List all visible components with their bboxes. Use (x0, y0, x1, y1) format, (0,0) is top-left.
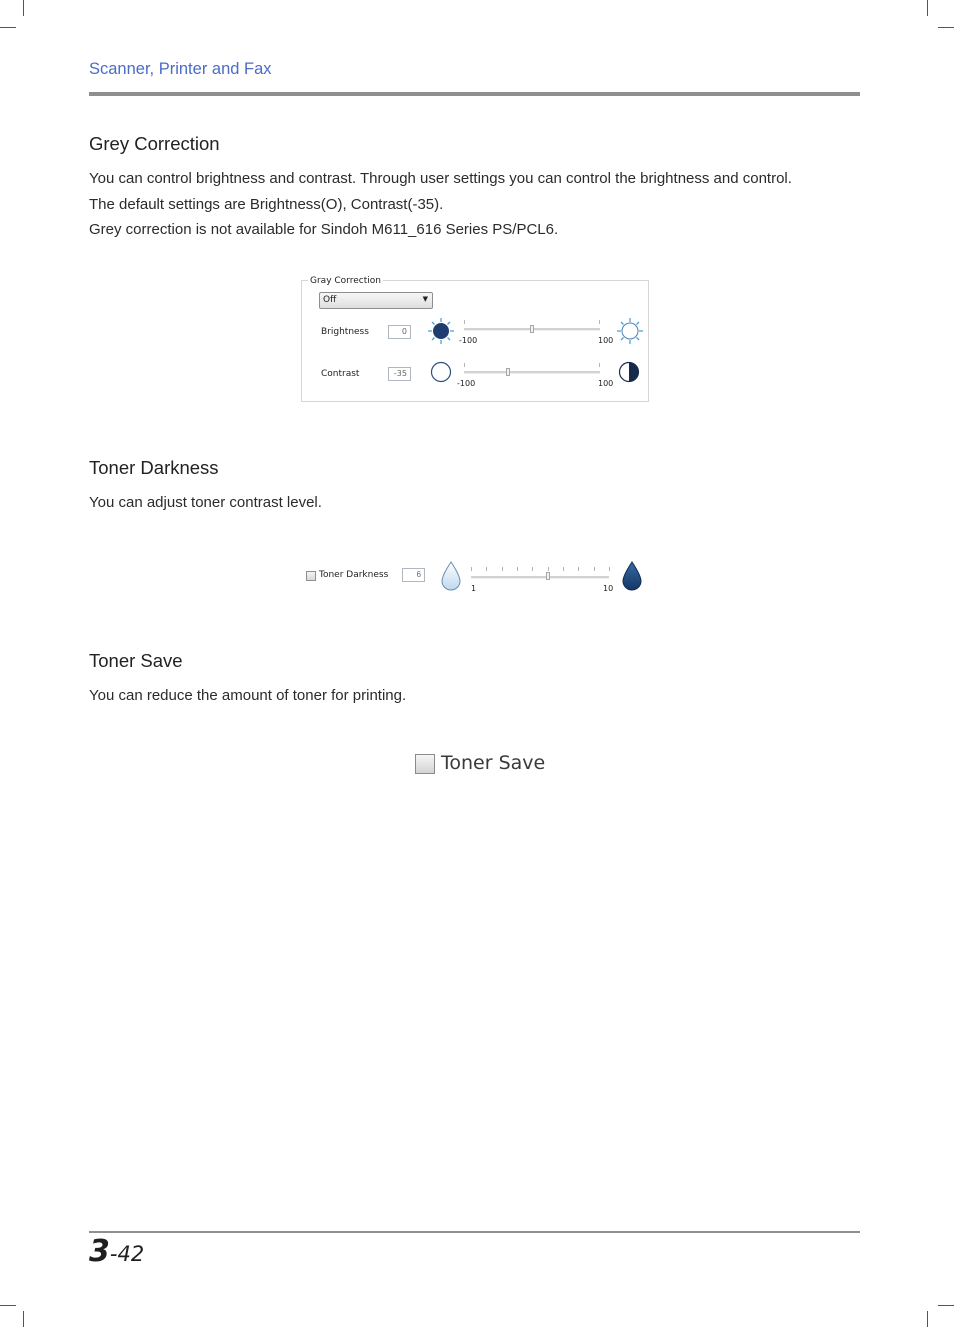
slider-tick (486, 567, 487, 571)
crop-mark (23, 1311, 24, 1327)
gray-correction-dropdown[interactable] (319, 292, 433, 309)
toner-darkness-slider-thumb[interactable] (546, 572, 550, 580)
body-text: You can reduce the amount of toner for printing. (89, 687, 407, 704)
brightness-label: Brightness (321, 327, 369, 337)
footer-rule (89, 1231, 860, 1233)
brightness-dark-sun-icon (427, 317, 455, 345)
chevron-down-icon: ▼ (422, 295, 428, 303)
toner-darkness-max-label: 10 (603, 584, 614, 593)
body-text: The default settings are Brightness(O), Contrast(-35). (89, 196, 444, 213)
toner-darkness-slider-track[interactable] (471, 576, 609, 579)
slider-tick (517, 567, 518, 571)
contrast-high-icon (618, 361, 640, 383)
toner-darkness-min-label: 1 (471, 584, 477, 593)
section-title-grey-correction: Grey Correction (89, 133, 220, 154)
dark-drop-icon (621, 560, 643, 592)
contrast-low-icon (430, 361, 452, 383)
slider-tick (599, 320, 600, 324)
slider-tick (599, 363, 600, 367)
slider-tick (609, 567, 610, 571)
contrast-slider-track[interactable] (464, 371, 600, 374)
slider-tick (464, 320, 465, 324)
slider-tick (502, 567, 503, 571)
contrast-max-label: 100 (598, 379, 614, 388)
body-text: Grey correction is not available for Sindoh M611_616 Series PS/PCL6. (89, 221, 559, 238)
contrast-min-label: -100 (457, 379, 476, 388)
toner-save-checkbox[interactable] (415, 754, 435, 774)
toner-darkness-checkbox[interactable] (306, 571, 316, 581)
slider-tick (594, 567, 595, 571)
slider-tick (532, 567, 533, 571)
dropdown-value: Off (323, 295, 337, 305)
slider-tick (563, 567, 564, 571)
crop-mark (927, 0, 928, 16)
crop-mark (0, 1305, 16, 1306)
contrast-label: Contrast (321, 369, 360, 379)
brightness-slider-thumb[interactable] (530, 325, 534, 333)
running-header: Scanner, Printer and Fax (89, 60, 272, 78)
contrast-value-field[interactable]: -35 (388, 367, 411, 381)
chapter-number: 3 (89, 1234, 110, 1269)
brightness-min-label: -100 (459, 336, 478, 345)
crop-mark (938, 1305, 954, 1306)
page-number (89, 1234, 144, 1269)
crop-mark (0, 27, 16, 28)
header-rule (89, 92, 860, 96)
slider-tick (464, 363, 465, 367)
body-text: You can adjust toner contrast level. (89, 494, 322, 511)
toner-save-label: Toner Save (441, 752, 546, 774)
toner-darkness-label: Toner Darkness (319, 570, 389, 580)
slider-tick (548, 567, 549, 571)
crop-mark (927, 1311, 928, 1327)
brightness-light-sun-icon (616, 317, 644, 345)
body-text: You can control brightness and contrast. Through user settings you can control the brightness and control. (89, 170, 792, 187)
light-drop-icon (440, 560, 462, 592)
toner-darkness-value-field[interactable]: 6 (402, 568, 425, 582)
crop-mark (23, 0, 24, 16)
gray-correction-panel (301, 276, 649, 402)
section-title-toner-darkness: Toner Darkness (89, 457, 219, 478)
slider-tick (471, 567, 472, 571)
brightness-max-label: 100 (598, 336, 614, 345)
page-suffix: -42 (109, 1242, 145, 1266)
crop-mark (938, 27, 954, 28)
brightness-value-field[interactable]: 0 (388, 325, 411, 339)
contrast-slider-thumb[interactable] (506, 368, 510, 376)
panel-legend: Gray Correction (310, 276, 381, 286)
section-title-toner-save: Toner Save (89, 650, 183, 671)
slider-tick (578, 567, 579, 571)
